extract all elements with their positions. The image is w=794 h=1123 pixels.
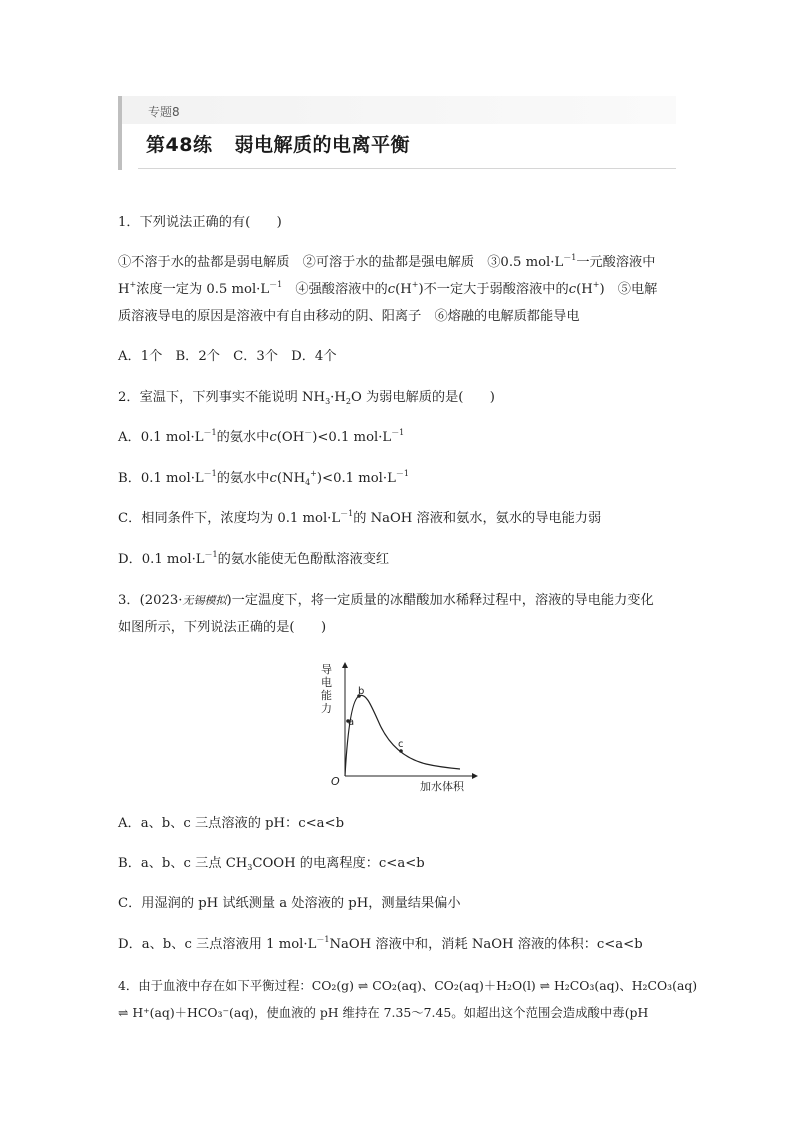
conductivity-curve xyxy=(345,695,460,776)
q3-option-d: D．a、b、c 三点溶液用 1 $mol\cdot L^{-1}NaOH$ 溶液中和，消耗 NaOH 溶液的体积：c<a<b xyxy=(118,935,643,952)
x-axis-label: 加水体积 xyxy=(420,780,464,793)
chapter-header xyxy=(118,96,676,170)
q2-option-c: C．相同条件下，浓度均为 0.1 $mol\cdot L^{-1}$的 NaOH 溶液和氨水，氨水的导电能力弱 xyxy=(118,509,602,526)
q3-stem-line-2: 如图所示，下列说法正确的是( ) xyxy=(118,620,327,635)
q1-stem: 1．下列说法正确的有( ) xyxy=(118,215,282,230)
q2-option-d: D．0.1 $mol\cdot L^{-1}$的氨水能使无色酚酞溶液变红 xyxy=(118,550,390,567)
page-title xyxy=(146,130,410,157)
y-label-4: 力 xyxy=(321,702,332,715)
q2-option-b: B．0.1 $mol\cdot L^{-1}$的氨水中$c(NH_4^+)<0.1$ $mol\cdot L^{-1}$ xyxy=(118,469,409,487)
y-label-2: 电 xyxy=(321,676,332,689)
q4-stem-line-1: 4．由于血液中存在如下平衡过程：CO₂(g) ⇌ CO₂(aq)、CO₂(aq)＋H₂O(l) ⇌ H₂CO₃(aq)、H₂CO₃(aq) xyxy=(118,978,698,993)
q3-source: 无锡模拟 xyxy=(182,594,227,607)
conductivity-graph xyxy=(314,660,484,795)
point-c-label: c xyxy=(398,739,404,750)
q3-option-b: B．a、b、c 三点 $CH_3COOH$ 的电离程度：c<a<b xyxy=(118,856,425,872)
topic-tag: 专题8 xyxy=(148,105,180,119)
exercise-number: 第48练 xyxy=(146,134,213,156)
y-label-1: 导 xyxy=(321,663,332,676)
q2-stem: 2．室温下，下列事实不能说明 $NH_3\cdot H_2O$ 为弱电解质的是( ) xyxy=(118,390,495,406)
q1-statement-line-1: ①不溶于水的盐都是弱电解质 ②可溶于水的盐都是强电解质 ③0.5 $mol\cdot L^{-1}$一元酸溶液中 xyxy=(118,253,656,270)
q1-options: A．1个 B．2个 C．3个 D．4个 xyxy=(118,349,337,364)
y-label-3: 能 xyxy=(321,689,332,702)
origin-label: O xyxy=(331,775,340,788)
point-b-label: b xyxy=(358,686,365,697)
q3-option-c: C．用湿润的 pH 试纸测量 a 处溶液的 pH，测量结果偏小 xyxy=(118,896,461,911)
header-divider xyxy=(138,168,676,169)
q4-stem-line-2: ⇌ H⁺(aq)＋HCO₃⁻(aq)，使血液的 pH 维持在 7.35～7.45。如超出这个范围会造成酸中毒(pH xyxy=(118,1005,649,1020)
q1-statement-line-3: 质溶液导电的原因是溶液中有自由移动的阴、阳离子 ⑥熔融的电解质都能导电 xyxy=(118,309,580,324)
exercise-title: 弱电解质的电离平衡 xyxy=(234,134,410,156)
q2-option-a: A．0.1 $mol\cdot L^{-1}$的氨水中c(OH－)<0.1 $mol\cdot L^{-1}$ xyxy=(118,428,405,445)
point-a-label: a xyxy=(348,717,355,728)
q3-stem-line-1: 3．(2023·无锡模拟)一定温度下，将一定质量的冰醋酸加水稀释过程中，溶液的导电能力变化 xyxy=(118,593,654,608)
header-tag-band xyxy=(122,96,676,124)
q3-option-a: A．a、b、c 三点溶液的 pH：c<a<b xyxy=(118,816,345,831)
q1-statement-line-2: H+浓度一定为 0.5 $mol\cdot L^{-1}$ ④强酸溶液中的c(H+)不一定大于弱酸溶液中的c(H+) ⑤电解 xyxy=(118,280,658,297)
